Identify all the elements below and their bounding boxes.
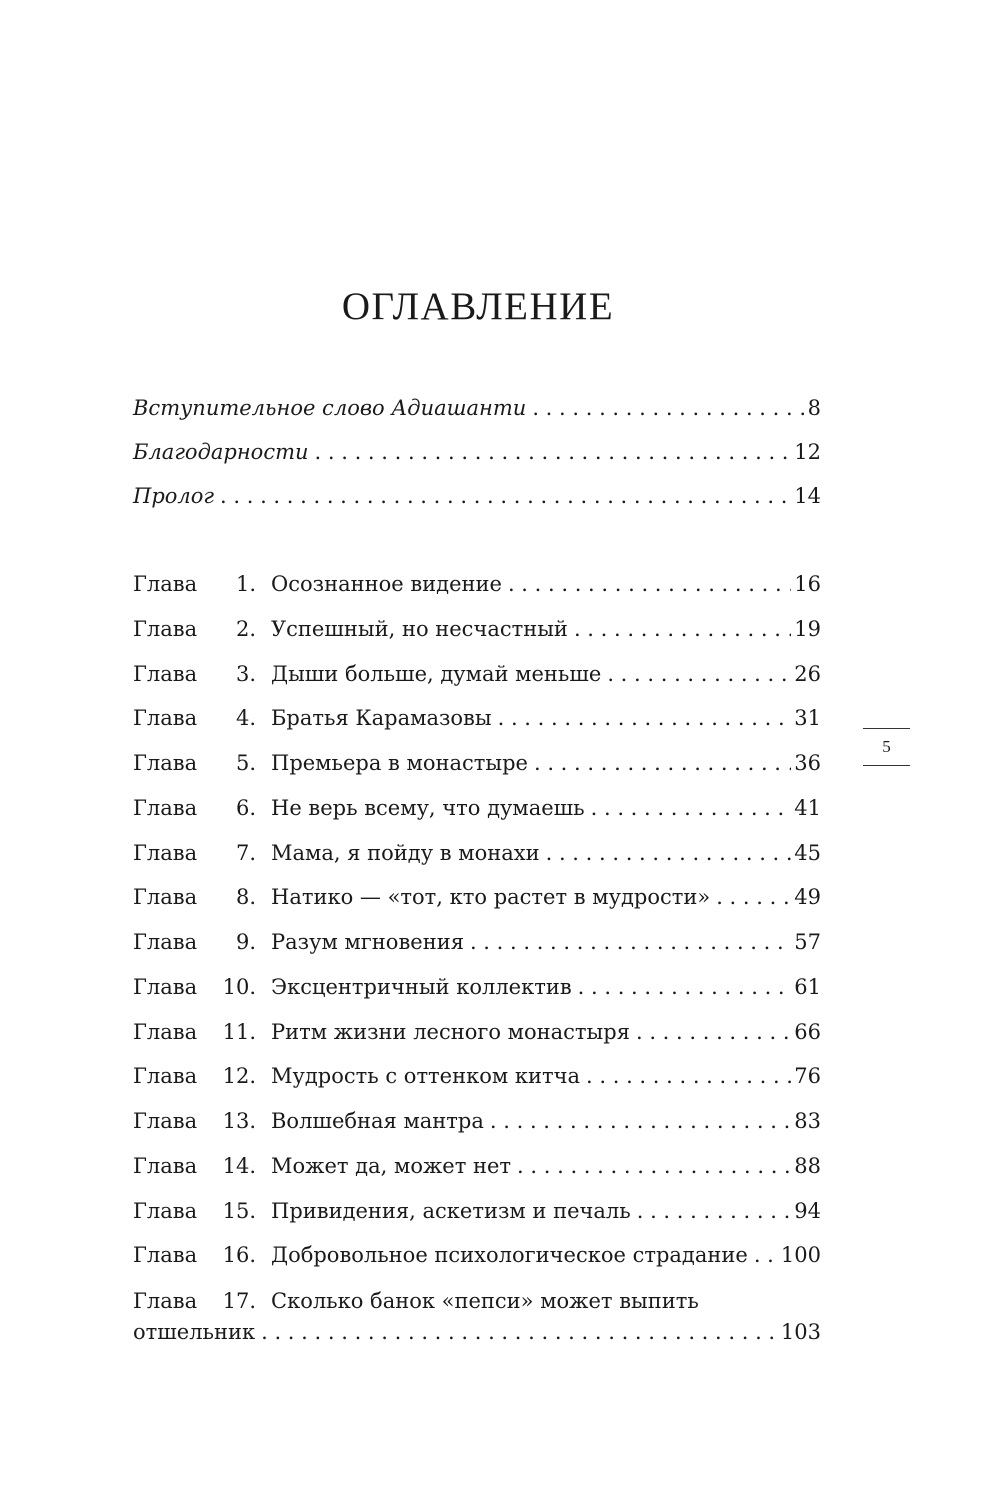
page-ref: 49 xyxy=(794,885,821,910)
chapter-prefix: Глава xyxy=(133,1198,198,1223)
dot-leader xyxy=(508,569,791,599)
dot-leader xyxy=(716,882,791,912)
dot-leader xyxy=(546,838,792,868)
page-ref: 83 xyxy=(794,1109,821,1133)
chapter-number: 5. xyxy=(235,751,256,775)
dot-leader xyxy=(532,393,804,423)
chapter-number: 7. xyxy=(235,840,256,865)
chapter-prefix: Глава xyxy=(133,1109,198,1133)
chapter-title: Привидения, аскетизм и печаль xyxy=(271,1198,631,1223)
page-ref: 57 xyxy=(794,930,821,954)
chapter-prefix: Глава xyxy=(133,1289,198,1313)
toc-entry-chapter-17-cont[interactable] xyxy=(133,1317,821,1347)
chapter-number: 10. xyxy=(222,974,256,999)
page-ref: 12 xyxy=(794,440,821,464)
chapter-prefix: Глава xyxy=(133,1243,198,1268)
chapter-prefix: Глава xyxy=(133,706,198,731)
chapter-title: Добровольное психологическое страдание xyxy=(271,1243,748,1268)
page-ref: 45 xyxy=(794,840,821,865)
chapter-number: 9. xyxy=(235,930,256,954)
chapter-prefix: Глава xyxy=(133,795,198,820)
chapter-title: Братья Карамазовы xyxy=(271,706,492,731)
chapter-prefix: Глава xyxy=(133,616,198,641)
toc-entry-chapter-2[interactable] xyxy=(133,614,821,644)
chapter-number: 11. xyxy=(222,1019,256,1044)
dot-leader xyxy=(578,972,792,1002)
page-ref: 31 xyxy=(794,706,821,731)
chapter-prefix: Глава xyxy=(133,885,198,910)
chapter-prefix: Глава xyxy=(133,572,198,596)
marker-rule-bottom xyxy=(863,765,910,766)
chapter-number: 15. xyxy=(222,1198,256,1223)
chapter-title: Осознанное видение xyxy=(271,572,502,596)
chapter-prefix: Глава xyxy=(133,751,198,775)
dot-leader xyxy=(591,793,792,823)
entry-title: Вступительное слово Адиашанти xyxy=(133,396,527,420)
toc-entry-chapter-16[interactable] xyxy=(133,1240,821,1270)
chapter-number: 3. xyxy=(235,661,256,686)
page-ref: 19 xyxy=(794,616,821,641)
dot-leader xyxy=(261,1317,778,1347)
chapter-number: 12. xyxy=(222,1064,256,1089)
chapter-title: Может да, может нет xyxy=(271,1153,512,1178)
chapter-title: Успешный, но несчастный xyxy=(271,616,568,641)
chapter-prefix: Глава xyxy=(133,1153,198,1178)
chapter-title: Ритм жизни лесного монастыря xyxy=(271,1019,630,1044)
page-title: ОГЛАВЛЕНИЕ xyxy=(341,285,615,329)
chapter-number: 16. xyxy=(222,1243,256,1268)
entry-title: Благодарности xyxy=(133,440,309,464)
chapter-prefix: Глава xyxy=(133,1064,198,1089)
chapter-title: Дыши больше, думай меньше xyxy=(271,661,602,686)
dot-leader xyxy=(470,927,791,957)
chapter-number: 17. xyxy=(222,1289,256,1313)
page-ref: 103 xyxy=(780,1320,821,1344)
chapter-number: 6. xyxy=(235,795,256,820)
dot-leader xyxy=(586,1061,791,1091)
page-ref: 66 xyxy=(794,1019,821,1044)
toc-entry-chapter-13[interactable] xyxy=(133,1106,821,1136)
page-ref: 76 xyxy=(794,1064,821,1089)
toc-entry-chapter-12[interactable] xyxy=(133,1061,821,1091)
toc-entry-chapter-6[interactable] xyxy=(133,793,821,823)
dot-leader xyxy=(315,437,792,467)
toc-entry-chapter-10[interactable] xyxy=(133,972,821,1002)
toc-entry-acknowledgements[interactable] xyxy=(133,437,821,467)
page-ref: 88 xyxy=(794,1153,821,1178)
chapter-number: 13. xyxy=(222,1109,256,1133)
dot-leader xyxy=(607,659,791,689)
page-ref: 8 xyxy=(807,396,821,420)
dot-leader xyxy=(636,1017,791,1047)
toc-entry-chapter-15[interactable] xyxy=(133,1196,821,1226)
toc-entry-prologue[interactable] xyxy=(133,481,821,511)
page-ref: 100 xyxy=(780,1243,821,1268)
page-ref: 94 xyxy=(794,1198,821,1223)
chapter-title: Волшебная мантра xyxy=(271,1109,484,1133)
chapter-number: 2. xyxy=(235,616,256,641)
dot-leader xyxy=(490,1106,791,1136)
chapter-number: 4. xyxy=(235,706,256,731)
toc-entry-chapter-9[interactable] xyxy=(133,927,821,957)
dot-leader xyxy=(498,703,792,733)
chapter-title: Натико — «тот, кто растет в мудрости» xyxy=(271,885,711,910)
chapter-title: Мама, я пойду в монахи xyxy=(271,840,540,865)
chapter-prefix: Глава xyxy=(133,930,198,954)
chapter-title: Мудрость с оттенком китча xyxy=(271,1064,581,1089)
toc-entry-chapter-8[interactable] xyxy=(133,882,821,912)
toc-entry-chapter-1[interactable] xyxy=(133,569,821,599)
dot-leader xyxy=(220,481,791,511)
chapter-title-line2: отшельник xyxy=(133,1320,256,1344)
dot-leader xyxy=(517,1151,791,1181)
chapter-title: Премьера в монастыре xyxy=(271,751,528,775)
toc-entry-chapter-14[interactable] xyxy=(133,1151,821,1181)
chapter-title: Эксцентричный коллектив xyxy=(271,974,572,999)
entry-title: Пролог xyxy=(133,484,215,508)
chapter-number: 1. xyxy=(235,572,256,596)
chapter-prefix: Глава xyxy=(133,974,198,999)
toc-entry-chapter-4[interactable] xyxy=(133,703,821,733)
page-ref: 16 xyxy=(794,572,821,596)
page-ref: 14 xyxy=(794,484,821,508)
chapter-prefix: Глава xyxy=(133,1019,198,1044)
chapter-number: 14. xyxy=(222,1153,256,1178)
dot-leader xyxy=(754,1240,778,1270)
toc-entry-chapter-7[interactable] xyxy=(133,838,821,868)
page-ref: 36 xyxy=(794,751,821,775)
toc-entry-chapter-11[interactable] xyxy=(133,1017,821,1047)
chapter-title: Разум мгновения xyxy=(271,930,464,954)
chapter-prefix: Глава xyxy=(133,661,198,686)
page-ref: 41 xyxy=(794,795,821,820)
toc-entry-chapter-17[interactable] xyxy=(133,1286,821,1316)
dot-leader xyxy=(534,748,791,778)
page-number: 5 xyxy=(882,737,891,756)
toc-entry-chapter-3[interactable] xyxy=(133,659,821,689)
chapter-prefix: Глава xyxy=(133,840,198,865)
chapter-title-line1: Сколько банок «пепси» может выпить xyxy=(271,1289,699,1313)
chapter-number: 8. xyxy=(235,885,256,910)
toc-entry-chapter-5[interactable] xyxy=(133,748,821,778)
page-ref: 26 xyxy=(794,661,821,686)
chapter-title: Не верь всему, что думаешь xyxy=(271,795,585,820)
dot-leader xyxy=(637,1196,792,1226)
toc-entry-foreword[interactable] xyxy=(133,393,821,423)
page-ref: 61 xyxy=(794,974,821,999)
dot-leader xyxy=(574,614,791,644)
page-number-marker xyxy=(863,728,910,766)
